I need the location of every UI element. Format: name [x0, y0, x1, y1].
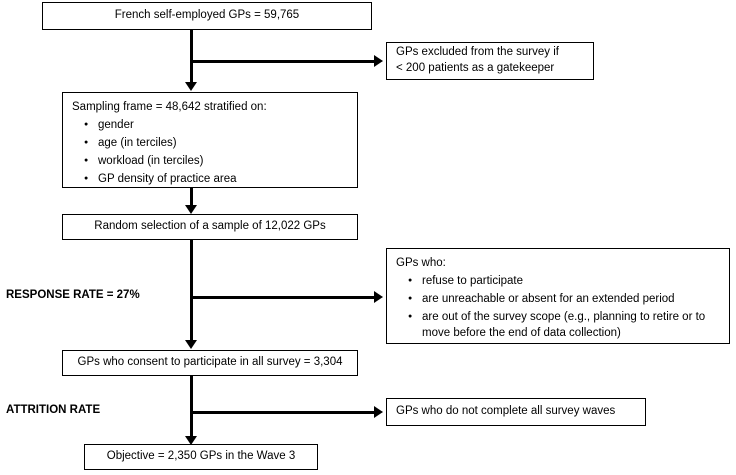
node-objective [84, 444, 318, 470]
node-excluded-line2: < 200 patients as a gatekeeper [396, 62, 555, 74]
arrowhead-excluded [374, 55, 383, 67]
node-sampling-frame-title: Sampling frame = 48,642 stratified on: [72, 101, 267, 113]
node-excluded [386, 42, 594, 80]
connector-to-nonresponse [190, 296, 375, 299]
node-nonresponse-title: GPs who: [396, 257, 446, 269]
list-item: ● are out of the survey scope (e.g., planning to retire or to move before the end of data collection) [422, 310, 720, 341]
node-random-selection [62, 214, 358, 240]
node-consent-label: GPs who consent to participate in all survey = 3,304 [77, 356, 343, 369]
node-excluded-line1: GPs excluded from the survey if [396, 46, 559, 59]
node-sampling-frame [62, 92, 358, 188]
connector-population-to-sampling [190, 30, 193, 84]
arrowhead-sampling [185, 82, 197, 91]
label-response-rate: RESPONSE RATE = 27% [6, 289, 140, 301]
node-population [42, 2, 372, 30]
arrowhead-consent [185, 340, 197, 349]
list-item: ● workload (in terciles) [98, 154, 348, 170]
node-attrition-label: GPs who do not complete all survey waves [396, 405, 616, 418]
connector-random-to-consent [190, 240, 193, 342]
connector-consent-to-objective [190, 376, 193, 438]
node-random-selection-label: Random selection of a sample of 12,022 GPs [94, 220, 326, 233]
nonresponse-reasons-list [396, 274, 720, 341]
node-attrition [386, 398, 646, 426]
connector-to-attrition [190, 411, 375, 414]
label-attrition-rate: ATTRITION RATE [6, 404, 101, 416]
arrowhead-nonresponse [374, 291, 383, 303]
connector-to-excluded [190, 60, 375, 63]
node-population-label: French self-employed GPs = 59,765 [114, 9, 300, 22]
list-item: ● GP density of practice area [98, 172, 348, 188]
list-item: ● gender [98, 118, 348, 134]
node-objective-label: Objective = 2,350 GPs in the Wave 3 [106, 450, 296, 463]
arrowhead-attrition [374, 406, 383, 418]
sampling-frame-strata-list [72, 118, 348, 188]
list-item: ● are unreachable or absent for an extended period [422, 292, 720, 308]
node-consent [62, 350, 358, 376]
arrowhead-random [185, 205, 197, 214]
node-nonresponse [386, 248, 730, 344]
list-item: ● age (in terciles) [98, 136, 348, 152]
list-item: ● refuse to participate [422, 274, 720, 290]
